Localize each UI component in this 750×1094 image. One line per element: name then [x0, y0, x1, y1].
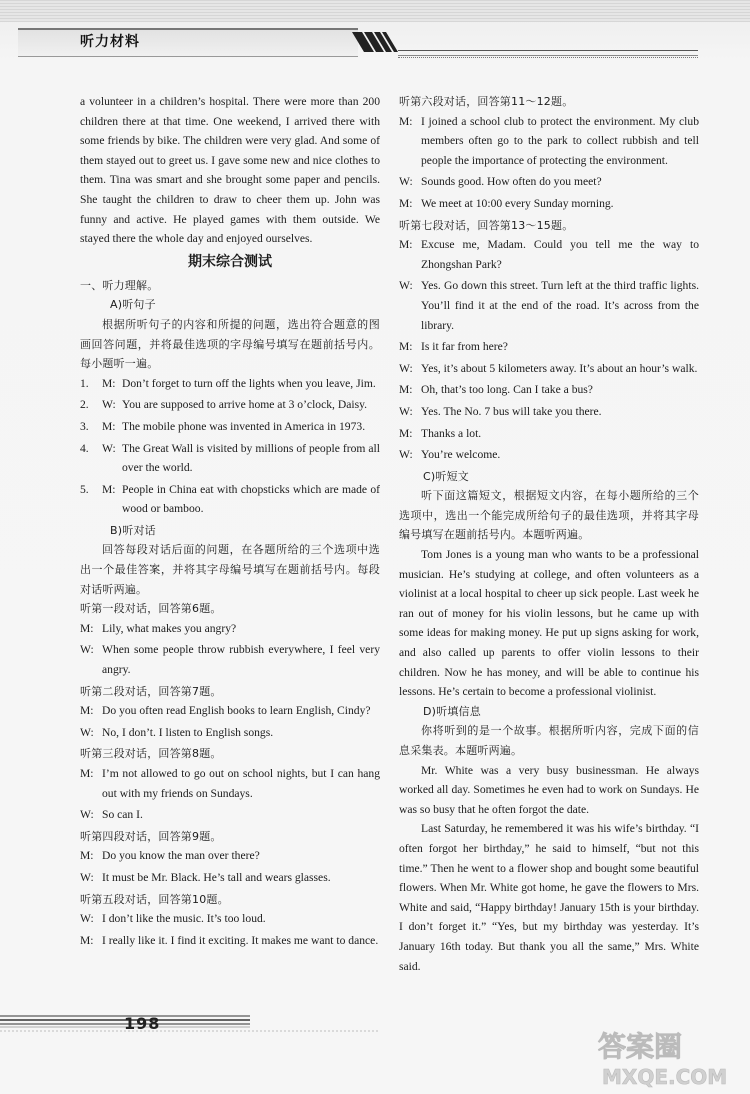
speaker-label: M: [102, 482, 116, 496]
speaker-label: W: [80, 808, 94, 822]
dialog-text: Yes. Go down this street. Turn left at the third traffic lights. You’ll find it at the end of the road. It’s across from the library. [421, 279, 699, 332]
listen-sentence-item [80, 439, 380, 478]
dialog-line [399, 445, 699, 465]
watermark-logo [592, 1024, 746, 1090]
dialog-text: Is it far from here? [421, 340, 508, 354]
speaker-label: W: [399, 448, 413, 462]
dialog-cue: 听第三段对话，回答第8题。 [80, 747, 222, 761]
part-d-instructions: 你将听到的是一个故事。根据所听内容，完成下面的信息采集表。本题听两遍。 [399, 724, 699, 757]
item-number: 3. [80, 419, 89, 433]
dialog-cue: 听第五段对话，回答第10题。 [80, 892, 229, 906]
part-d-paragraph-2: Last Saturday, he remembered it was his wife’s birthday. “I often forgot her birthday,” he said to himself, “but not this time.” Then he went to a flower shop and bought some beautiful flowers. When Mr. White got home, he gave the flowers to Mrs. White and said, “Happy birthday! January 15th is your birthday. I don’t forget it.” “Yes, but my birthday was yesterday. It’s January 16th today. But thank you all the same,” Mrs. White said. [399, 822, 699, 973]
dialog-text: Lily, what makes you angry? [102, 621, 237, 635]
speaker-label: M: [80, 621, 94, 635]
dialog-line [80, 723, 380, 743]
part-a-items [80, 374, 380, 519]
left-column [80, 92, 380, 952]
dialog-cue: 听第七段对话，回答第13～15题。 [399, 218, 574, 232]
page-number: 198 [124, 1014, 161, 1033]
dialog-text: Thanks a lot. [421, 426, 482, 440]
section-title: 期末综合测试 [188, 253, 272, 270]
right-dialogs [399, 92, 699, 465]
sentence-text: The Great Wall is visited by millions of people from all over the world. [122, 441, 380, 475]
dialog-line [80, 846, 380, 866]
part-c-title: C)听短文 [423, 469, 469, 483]
dialog-cue: 听第二段对话，回答第7题。 [80, 684, 222, 698]
listen-sentence-item [80, 417, 380, 437]
dialog-text: When some people throw rubbish everywhere, I feel very angry. [102, 643, 380, 677]
dialog-text: Do you often read English books to learn English, Cindy? [102, 704, 371, 718]
watermark-line2: MXQE.COM [602, 1065, 728, 1089]
part-c-instructions: 听下面这篇短文，根据短文内容，在每小题所给的三个选项中，选出一个能完成所给句子的最佳选项，并将其字母编号填写在题前括号内。本题听两遍。 [399, 489, 699, 542]
part-b-title: B)听对话 [110, 523, 156, 537]
dialog-text: You’re welcome. [421, 448, 501, 462]
speaker-label: W: [80, 870, 94, 884]
dialog-line [80, 909, 380, 929]
speaker-label: M: [399, 340, 413, 354]
part-d-paragraph-1: Mr. White was a very busy businessman. He always worked all day. Sometimes he even had to work on Sundays. He was so busy that he often forgot the date. [399, 763, 699, 816]
speaker-label: W: [80, 725, 94, 739]
speaker-label: W: [102, 441, 116, 455]
dialog-line [399, 380, 699, 400]
header-rule-dotted [398, 57, 698, 58]
watermark-line1: 答案圈 [598, 1030, 683, 1063]
dialog-text: Yes, it’s about 5 kilometers away. It’s about an hour’s walk. [421, 361, 698, 375]
dialog-text: I’m not allowed to go out on school nights, but I can hang out with my friends on Sundays. [102, 767, 380, 800]
sentence-text: Don’t forget to turn off the lights when you leave, Jim. [122, 376, 376, 390]
header-tab [18, 28, 358, 57]
dialog-text: I joined a school club to protect the environment. My club members often go to the park to collect rubbish and tell people the importance of protecting the environment. [421, 114, 699, 167]
item-number: 5. [80, 482, 89, 496]
left-dialogs [80, 599, 380, 950]
dialog-text: I really like it. I find it exciting. It makes me want to dance. [102, 933, 379, 947]
dialog-text: So can I. [102, 808, 143, 822]
dialog-line [80, 805, 380, 825]
dialog-line [399, 359, 699, 379]
dialog-cue: 听第六段对话，回答第11～12题。 [399, 95, 574, 108]
dialog-line [80, 619, 380, 639]
dialog-line [399, 235, 699, 274]
dialog-text: I don’t like the music. It’s too loud. [102, 912, 266, 926]
intro-paragraph: a volunteer in a children’s hospital. There were more than 200 children there at that time. One weekend, I arrived there with some friends by bike. The children were very glad. And some of them stayed out to greet us. I gave some new and nice clothes to them. Tina was smart and she brought some paper and pencils. She taught the children to draw to cheer them up. John was funny and active. He played games with them outside. We stayed there the whole day and enjoyed ourselves. [80, 95, 380, 246]
dialog-cue: 听第四段对话，回答第9题。 [80, 829, 222, 843]
part-a-title: A)听句子 [110, 298, 156, 312]
right-column [399, 92, 699, 976]
dialog-text: It must be Mr. Black. He’s tall and wears glasses. [102, 870, 331, 884]
dialog-text: Yes. The No. 7 bus will take you there. [421, 404, 602, 418]
speaker-label: M: [80, 849, 94, 863]
dialog-text: Excuse me, Madam. Could you tell me the way to Zhongshan Park? [421, 238, 699, 271]
dialog-cue: 听第一段对话，回答第6题。 [80, 602, 222, 616]
speaker-label: W: [399, 361, 413, 375]
speaker-label: M: [399, 238, 413, 252]
header-band [0, 0, 750, 22]
listen-sentence-item [80, 395, 380, 415]
listen-sentence-item [80, 480, 380, 519]
dialog-line [80, 931, 380, 951]
part-heading: 一、听力理解。 [80, 278, 159, 292]
speaker-label: M: [399, 383, 413, 397]
speaker-label: W: [80, 912, 94, 926]
page-header [0, 0, 750, 62]
dialog-line [80, 640, 380, 679]
part-b-instructions: 回答每段对话后面的问题，在各题所给的三个选项中选出一个最佳答案，并将其字母编号填写在题前括号内。每段对话听两遍。 [80, 543, 380, 596]
dialog-line [399, 337, 699, 357]
dialog-line [399, 424, 699, 444]
dialog-text: No, I don’t. I listen to English songs. [102, 725, 274, 739]
speaker-label: W: [102, 398, 116, 412]
speaker-label: M: [399, 196, 413, 210]
dialog-line [80, 868, 380, 888]
part-c-passage: Tom Jones is a young man who wants to be a professional musician. He’s studying at college, and often volunteers as a violinist at a local hospital to cheer up sick people. Last week he ran out of money for his violin lessons, but he came up with some ideas for making money. He put up signs asking for work, and also called up parents to offer violin lessons to their children. Now he has money, and will be able to continue his lessons. He’s certain to become a professional violinist. [399, 548, 699, 699]
part-d-title: D)听填信息 [423, 704, 481, 718]
speaker-label: W: [399, 175, 413, 189]
dialog-line [399, 276, 699, 335]
part-a-instructions: 根据所听句子的内容和所提的问题，选出符合题意的图画回答问题，并将最佳选项的字母编号填写在题前括号内。每小题听一遍。 [80, 317, 380, 371]
sentence-text: The mobile phone was invented in America in 1973. [122, 419, 366, 433]
dialog-text: Do you know the man over there? [102, 849, 260, 863]
item-number: 1. [80, 376, 89, 390]
speaker-label: W: [399, 279, 413, 293]
dialog-text: Oh, that’s too long. Can I take a bus? [421, 383, 593, 397]
dialog-line [80, 764, 380, 803]
speaker-label: M: [80, 767, 94, 780]
speaker-label: W: [399, 404, 413, 418]
dialog-line [80, 701, 380, 721]
item-number: 4. [80, 441, 89, 455]
header-title: 听力材料 [80, 34, 140, 50]
speaker-label: M: [80, 933, 94, 947]
speaker-label: M: [399, 114, 413, 128]
dialog-text: We meet at 10:00 every Sunday morning. [421, 196, 614, 210]
dialog-line [399, 172, 699, 192]
speaker-label: M: [102, 376, 116, 390]
sentence-text: People in China eat with chopsticks which are made of wood or bamboo. [122, 482, 380, 516]
dialog-text: Sounds good. How often do you meet? [421, 175, 602, 189]
speaker-label: W: [80, 643, 94, 657]
speaker-label: M: [102, 419, 116, 433]
header-stripes-icon [352, 30, 398, 54]
speaker-label: M: [399, 426, 413, 440]
dialog-line [399, 402, 699, 422]
dialog-line [399, 112, 699, 171]
sentence-text: You are supposed to arrive home at 3 o’clock, Daisy. [122, 398, 368, 412]
dialog-line [399, 194, 699, 214]
item-number: 2. [80, 398, 89, 412]
speaker-label: M: [80, 704, 94, 718]
listen-sentence-item [80, 374, 380, 394]
header-rule [398, 50, 698, 56]
